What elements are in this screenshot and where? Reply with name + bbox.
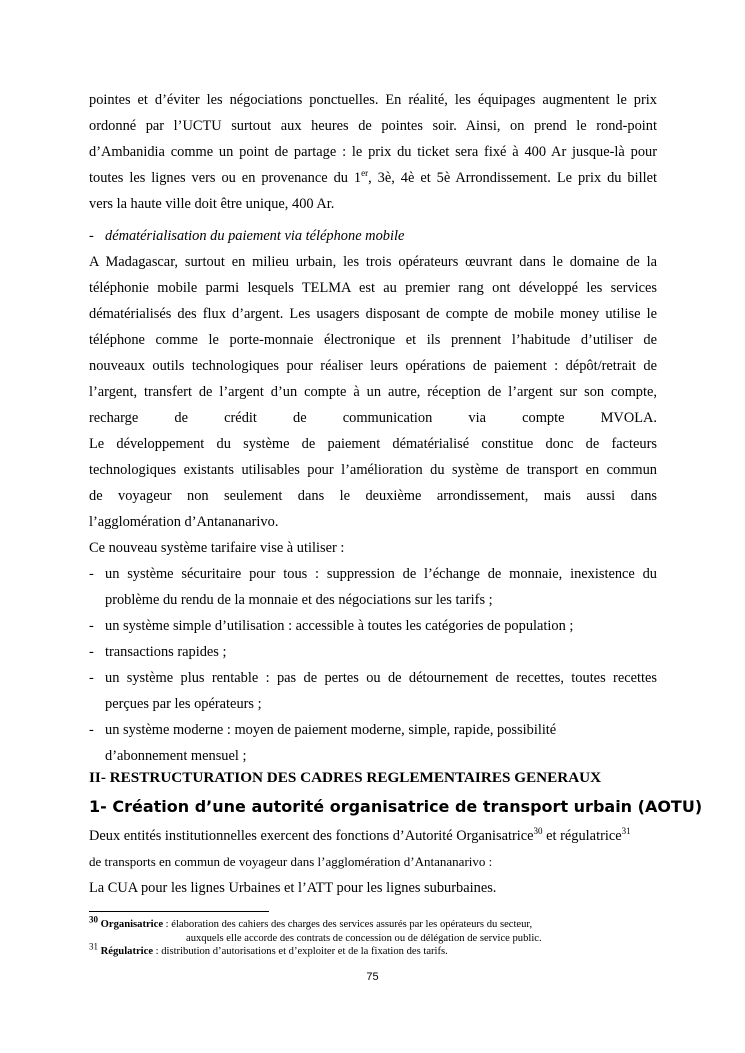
list-item-continuation: d’abonnement mensuel ; <box>105 748 247 764</box>
footnote-ref-30: 30 <box>533 826 543 837</box>
text-line: pointes et d’éviter les négociations ponctuelles. En réalité, les équipages augmentent le prix <box>89 92 657 108</box>
text-line: d’Ambanidia comme un point de partage : le prix du ticket sera fixé à 400 Ar jusque-là pour <box>89 144 657 160</box>
footnote-31 <box>89 941 448 958</box>
text-line: La CUA pour les lignes Urbaines et l’ATT pour les lignes suburbaines. <box>89 880 497 896</box>
bullet-dash: - <box>89 644 94 660</box>
list-item-continuation: perçues par les opérateurs ; <box>105 696 262 712</box>
list-item: un système moderne : moyen de paiement moderne, simple, rapide, possibilité <box>105 722 557 738</box>
footnote-number: 31 <box>89 941 98 952</box>
bullet-dash: - <box>89 670 94 686</box>
footnote-term: Régulatrice <box>100 946 154 957</box>
list-item: un système plus rentable : pas de pertes ou de détournement de recettes, toutes recettes <box>105 670 657 686</box>
section-subtitle: dématérialisation du paiement via téléphone mobile <box>105 228 405 244</box>
text-line: Ce nouveau système tarifaire vise à utiliser : <box>89 540 345 556</box>
footnote-ref-31: 31 <box>621 826 631 837</box>
text-line: téléphonie mobile parmi lesquels TELMA est au premier rang ont développé les services <box>89 280 657 296</box>
footnote-number <box>89 914 98 924</box>
text-line: l’agglomération d’Antananarivo. <box>89 514 279 530</box>
list-item: un système sécuritaire pour tous : suppression de l’échange de monnaie, inexistence du <box>105 566 657 582</box>
bullet-dash: - <box>89 228 94 244</box>
bullet-dash: - <box>89 566 94 582</box>
footnote-separator <box>89 911 269 912</box>
list-item: un système simple d’utilisation : accessible à toutes les catégories de population ; <box>105 618 574 634</box>
text-line: Le développement du système de paiement dématérialisé constitue donc de facteurs <box>89 436 657 452</box>
footnote-30-continuation: auxquels elle accorde des contrats de concession ou de délégation de service public. <box>186 933 542 944</box>
text-span: Deux entités institutionnelles exercent des fonctions d’Autorité Organisatrice <box>89 828 534 844</box>
text-line <box>89 827 657 845</box>
superscript: er <box>361 168 369 179</box>
footnote-text: : élaboration des cahiers des charges des services assurés par les opérateurs du secteur, <box>163 919 533 930</box>
text-line: technologiques existants utilisables pour l’amélioration du système de transport en commun <box>89 462 657 478</box>
text-line: l’argent, transfert de l’argent d’un compte à un autre, réception de l’argent sur son compte, <box>89 384 657 400</box>
text-line: dématérialisés des flux d’argent. Les usagers disposant de compte de mobile money utilise le <box>89 306 657 322</box>
text-span: et régulatrice <box>542 828 622 844</box>
text-line <box>89 169 657 187</box>
text-line: de voyageur non seulement dans le deuxième arrondissement, mais aussi dans <box>89 488 657 504</box>
subsection-heading: 1- Création d’une autorité organisatrice de transport urbain (AOTU) <box>89 797 703 816</box>
list-item-continuation: problème du rendu de la monnaie et des négociations sur les tarifs ; <box>105 592 493 608</box>
section-heading: II- RESTRUCTURATION DES CADRES REGLEMENTAIRES GENERAUX <box>89 769 602 786</box>
text-line: de transports en commun de voyageur dans l’agglomération d’Antananarivo : <box>89 854 493 869</box>
footnote-text: : distribution d’autorisations et d’exploiter et de la fixation des tarifs. <box>153 946 448 957</box>
text-line: téléphone comme le porte-monnaie électronique et ils prennent l’habitude d’utiliser de <box>89 332 657 348</box>
footnote-term: Organisatrice <box>100 919 164 930</box>
text-line: vers la haute ville doit être unique, 400 Ar. <box>89 196 335 212</box>
text-line: nouveaux outils technologiques pour réaliser leurs opérations de paiement : dépôt/retrait de <box>89 358 657 374</box>
text-line: recharge de crédit de communication via compte MVOLA. <box>89 410 657 426</box>
bullet-dash: - <box>89 618 94 634</box>
text-span: , 3è, 4è et 5è Arrondissement. Le prix du billet <box>368 170 658 186</box>
text-line: ordonné par l’UCTU surtout aux heures de pointes soir. Ainsi, on prend le rond-point <box>89 118 657 134</box>
footnote-number-text: 30 <box>89 914 98 925</box>
bullet-dash: - <box>89 722 94 738</box>
text-span: toutes les lignes vers ou en provenance du 1 <box>89 170 362 186</box>
text-line: A Madagascar, surtout en milieu urbain, les trois opérateurs œuvrant dans le domaine de la <box>89 254 657 270</box>
list-item: transactions rapides ; <box>105 644 227 660</box>
footnote-30 <box>89 914 533 931</box>
page-number: 75 <box>366 971 379 983</box>
